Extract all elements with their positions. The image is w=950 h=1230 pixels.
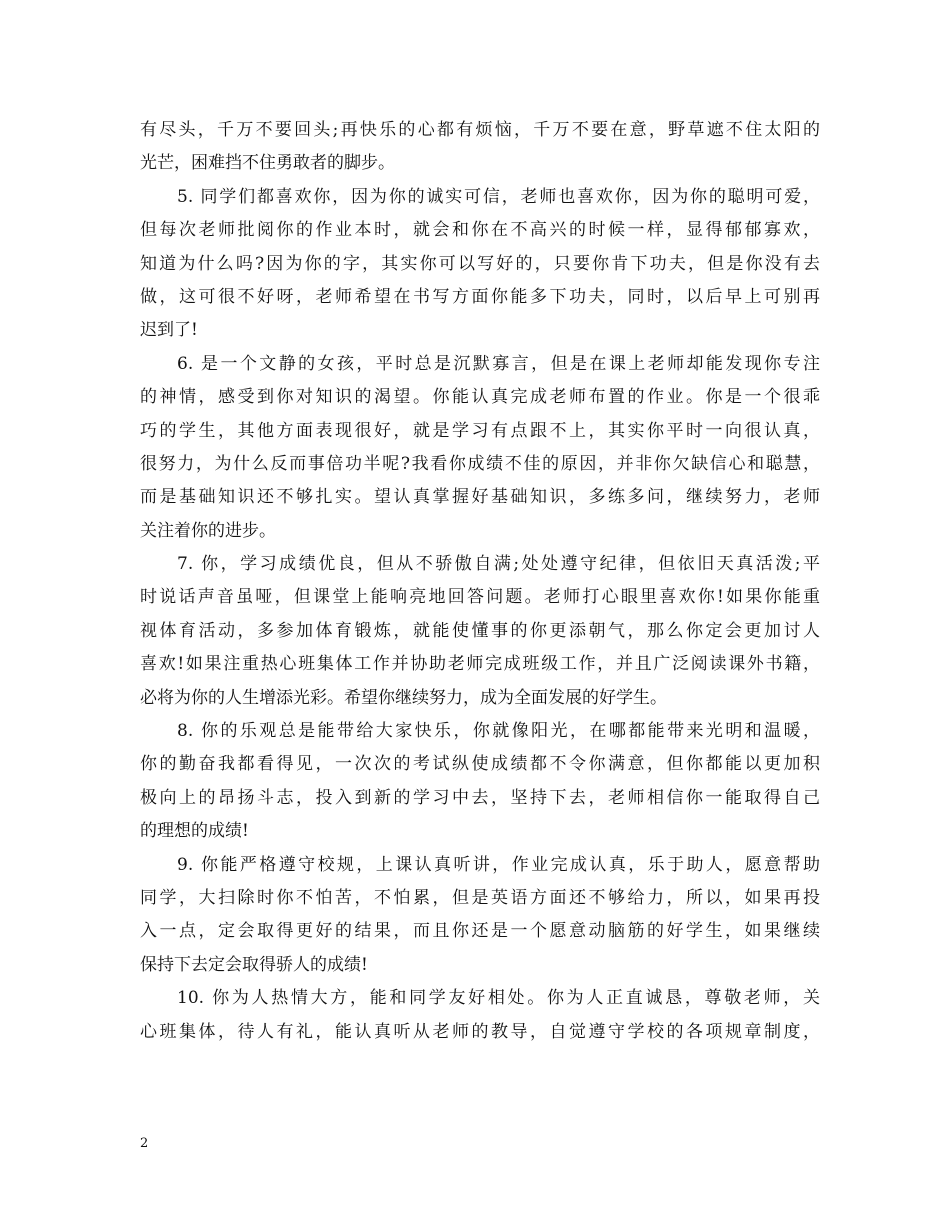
text-line: 你的勤奋我都看得见，一次次的考试纵使成绩都不令你满意，但你都能以更加积: [140, 754, 820, 775]
text-line: 关注着你的进步。: [140, 520, 276, 541]
text-line: 10. 你为人热情大方，能和同学友好相处。你为人正直诚恳，尊敬老师，关: [177, 988, 820, 1009]
text-line: 时说话声音虽哑，但课堂上能响亮地回答问题。老师打心眼里喜欢你!如果你能重: [140, 587, 820, 608]
text-line: 9. 你能严格遵守校规，上课认真听讲，作业完成认真，乐于助人，愿意帮助: [177, 854, 820, 875]
text-line: 迟到了!: [140, 320, 198, 341]
text-line: 的神情，感受到你对知识的渴望。你能认真完成老师布置的作业。你是一个很乖: [140, 387, 820, 408]
text-line: 8. 你的乐观总是能带给大家快乐，你就像阳光，在哪都能带来光明和温暖，: [177, 721, 820, 742]
text-line: 的理想的成绩!: [140, 821, 249, 842]
text-line: 保持下去定会取得骄人的成绩!: [140, 954, 368, 975]
text-line: 而是基础知识还不够扎实。望认真掌握好基础知识，多练多问，继续努力，老师: [140, 487, 820, 508]
text-line: 视体育活动，多参加体育锻炼，就能使懂事的你更添朝气，那么你定会更加讨人: [140, 620, 820, 641]
text-line: 有尽头，千万不要回头;再快乐的心都有烦恼，千万不要在意，野草遮不住太阳的: [140, 120, 820, 140]
text-line: 做，这可很不好呀，老师希望在书写方面你能多下功夫，同时，以后早上可别再: [140, 286, 820, 307]
text-line: 同学，大扫除时你不怕苦，不怕累，但是英语方面还不够给力，所以，如果再投: [140, 887, 820, 908]
text-line: 光芒，困难挡不住勇敢者的脚步。: [140, 153, 395, 174]
text-line: 喜欢!如果注重热心班集体工作并协助老师完成班级工作，并且广泛阅读课外书籍，: [140, 654, 820, 675]
text-line: 巧的学生，其他方面表现很好，就是学习有点跟不上，其实你平时一向很认真，: [140, 420, 820, 441]
text-line: 6. 是一个文静的女孩，平时总是沉默寡言，但是在课上老师却能发现你专注: [177, 353, 820, 374]
text-line: 知道为什么吗?因为你的字，其实你可以写好的，只要你肯下功夫，但是你没有去: [140, 253, 820, 274]
text-line: 入一点，定会取得更好的结果，而且你还是一个愿意动脑筋的好学生，如果继续: [140, 921, 820, 942]
text-line: 7. 你，学习成绩优良，但从不骄傲自满;处处遵守纪律，但依旧天真活泼;平: [177, 554, 820, 575]
body-text: [140, 114, 820, 1049]
text-line: 极向上的昂扬斗志，投入到新的学习中去，坚持下去，老师相信你一能取得自己: [140, 787, 820, 808]
text-line: 但每次老师批阅你的作业本时，就会和你在不高兴的时候一样，显得郁郁寡欢，: [140, 220, 820, 241]
page-number: 2: [140, 1136, 149, 1151]
text-line: 心班集体，待人有礼，能认真听从老师的教导，自觉遵守学校的各项规章制度，: [140, 1021, 820, 1042]
text-line: 必将为你的人生增添光彩。希望你继续努力，成为全面发展的好学生。: [140, 687, 667, 708]
text-line: 5. 同学们都喜欢你，因为你的诚实可信，老师也喜欢你，因为你的聪明可爱，: [177, 186, 820, 207]
text-line: 很努力，为什么反而事倍功半呢?我看你成绩不佳的原因，并非你欠缺信心和聪慧，: [140, 453, 820, 474]
